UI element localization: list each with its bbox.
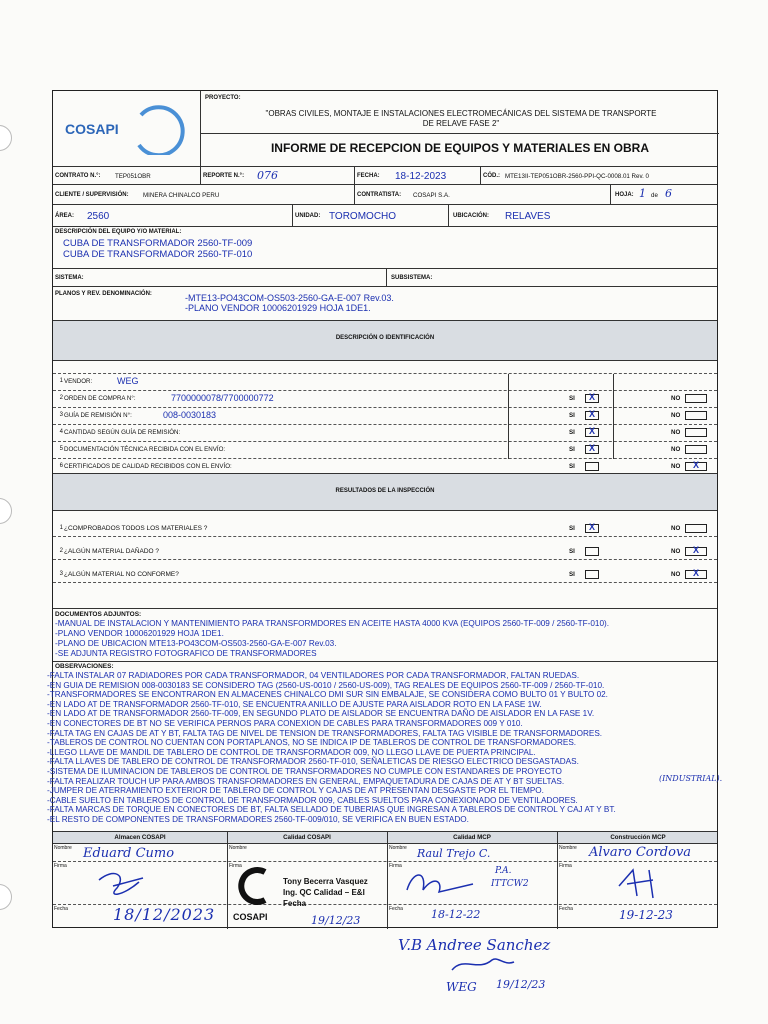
no-label: NO (671, 548, 681, 555)
weg-date: 19/12/23 (496, 978, 546, 991)
observation-line: -FALTA TAG EN CAJAS DE AT Y BT, FALTA TAG DE NIVEL DE TENSION DE TRANSFORMADORES, FALTA TAG VISIBLE DE TRANSFORMADORES. (47, 728, 603, 738)
sig-header-calidad-mcp: Calidad MCP (453, 834, 491, 841)
item-row (53, 408, 717, 425)
mcp-name: Raul Trejo C. (417, 847, 491, 860)
observation-line: -CABLE SUELTO EN TABLEROS DE CONTROL DE TRANSFORMADOR 009, CABLES SUELTOS PARA CONEXIONADO DE VENTILADORES. (47, 795, 578, 805)
project-name (205, 109, 717, 129)
item-number: 2 (59, 395, 63, 401)
observation-line: -JUMPER DE ATERRAMIENTO EXTERIOR DE TABLERO DE CONTROL Y CAJAS DE AT PRESENTAN DESGASTE POR EL TIEMPO. (47, 786, 544, 796)
item-label: VENDOR: (64, 378, 93, 385)
item-row (53, 374, 717, 391)
si-label: SI (569, 571, 575, 578)
sig-header-construccion: Construcción MCP (610, 834, 666, 841)
desc-values (63, 238, 252, 260)
desc-band-title: DESCRIPCIÓN O IDENTIFICACIÓN (335, 335, 435, 341)
proyecto-label: PROYECTO: (205, 95, 241, 101)
items-list (53, 361, 717, 470)
no-label: NO (671, 395, 681, 402)
weg-note: WEG (446, 980, 477, 994)
stamp-arc-icon (235, 866, 275, 906)
calidad-stamp (283, 876, 368, 909)
result-row (53, 563, 717, 583)
handwritten-note: (INDUSTRIAL). (659, 774, 723, 783)
sig-header-almacen: Almacen COSAPI (114, 834, 166, 841)
mcp-note-2: ITTCW2 (491, 879, 529, 889)
no-check-mark: X (693, 568, 700, 578)
result-row (53, 540, 717, 560)
area-row (53, 205, 717, 227)
no-label: NO (671, 412, 681, 419)
sistema-row (53, 269, 717, 287)
desc-label: DESCRIPCIÓN DEL EQUIPO Y/O MATERIAL: (55, 229, 182, 235)
fecha-sig-label: Fecha (389, 906, 403, 912)
cosapi-logo: COSAPI (65, 121, 119, 137)
nombre-label: Nombre (389, 845, 407, 851)
contrato-label: CONTRATO N.°: (55, 173, 101, 179)
fecha-sig-label: Fecha (559, 906, 573, 912)
header (53, 91, 717, 167)
fecha-sig-label: Fecha (54, 906, 68, 912)
no-label: NO (671, 463, 681, 470)
documents-section (53, 608, 717, 662)
results-list (53, 511, 717, 589)
stamp-logo: COSAPI (233, 912, 268, 922)
obs-label: OBSERVACIONES: (55, 663, 114, 670)
no-checkbox (685, 394, 707, 403)
item-row (53, 391, 717, 408)
stamp-fecha: Fecha (283, 899, 307, 908)
mcp-date: 18-12-22 (431, 908, 481, 921)
si-checkbox (585, 570, 599, 579)
project-line-2: DE RELAVE FASE 2" (422, 119, 500, 128)
no-label: NO (671, 429, 681, 436)
si-check-mark: X (589, 443, 596, 453)
reporte-label: REPORTE N.°: (203, 173, 245, 179)
desc-line-1: CUBA DE TRANSFORMADOR 2560-TF-009 (63, 238, 253, 249)
firma-label: Firma (559, 863, 572, 869)
nombre-label: Nombre (559, 845, 577, 851)
item-value: 7700000078/7700000772 (171, 393, 274, 403)
contratista-value: COSAPI S.A. (413, 192, 450, 199)
result-number: 1 (59, 525, 63, 531)
signatures (53, 832, 717, 929)
cod-label: CÓD.: (483, 173, 500, 179)
results-band (53, 473, 717, 511)
mcp-signature (403, 866, 483, 902)
plano-line-1: -MTE13-PO43COM-OS503-2560-GA-E-007 Rev.03. (185, 293, 394, 303)
si-label: SI (569, 548, 575, 555)
si-label: SI (569, 463, 575, 470)
si-checkbox (585, 462, 599, 471)
item-number: 5 (59, 446, 63, 452)
observation-line: -TABLEROS DE CONTROL NO CUENTAN CON PORTAPLANOS, NO SE INDICA IP DE TABLEROS DE CONTROL DE TRANSFORMADORES. (47, 738, 577, 748)
si-check-mark: X (589, 522, 596, 532)
mcp-note-1: P.A. (495, 866, 512, 876)
si-label: SI (569, 429, 575, 436)
unidad-value: TOROMOCHO (329, 211, 397, 222)
no-label: NO (671, 571, 681, 578)
planos-row (53, 287, 717, 321)
result-label: ¿ALGÚN MATERIAL NO CONFORME? (64, 571, 179, 578)
construccion-signature (613, 866, 673, 902)
planos-values (185, 293, 394, 313)
client-row (53, 185, 717, 205)
item-label: GUÍA DE REMISIÓN N°: (64, 412, 132, 419)
item-number: 4 (59, 429, 63, 435)
firma-label: Firma (389, 863, 402, 869)
observation-line: -FALTA LLAVES DE TABLERO DE CONTROL DE TRANSFORMADOR 2560-TF-010, SEÑALETICAS DE RIESGO ELECTRICO DESGASTADAS. (47, 757, 579, 767)
nombre-label: Nombre (229, 845, 247, 851)
observations-section (47, 662, 723, 832)
cliente-value: MINERA CHINALCO PERU (143, 192, 220, 199)
weg-signature (448, 952, 518, 978)
item-label: ORDEN DE COMPRA N°: (64, 395, 136, 402)
observation-line: -LLEGO LLAVE DE MANDIL DE TABLERO DE CONTROL DE TRANSFORMADOR 009, NO LLEGO LLAVE DE PUERTA PRINCIPAL. (47, 747, 536, 757)
nombre-label: Nombre (54, 845, 72, 851)
item-number: 6 (59, 463, 63, 469)
almacen-signature (93, 866, 153, 902)
no-checkbox (685, 524, 707, 533)
desc-line-2: CUBA DE TRANSFORMADOR 2560-TF-010 (63, 249, 253, 260)
item-value: 008-0030183 (163, 410, 217, 420)
observation-line: -EL RESTO DE COMPONENTES DE TRANSFORMADORES 2560-TF-009/010, SE VERIFICA EN BUEN ESTADO. (47, 814, 469, 824)
si-check-mark: X (589, 426, 596, 436)
description-row (53, 227, 717, 269)
si-label: SI (569, 525, 575, 532)
observation-line: -FALTA REALIZAR TOUCH UP PARA AMBOS TRANSFORMADORES EN GENERAL, EMPAQUETADURA DE CAJAS DE AT Y BT SUELTAS. (47, 776, 565, 786)
cod-value: MTE13II-TEP051OBR-2560-PPI-QC-0008.01 Rev. 0 (505, 173, 649, 180)
reception-form (47, 90, 723, 928)
si-label: SI (569, 412, 575, 419)
punch-hole (0, 125, 12, 151)
logo-cell (53, 91, 201, 166)
form-title: INFORME DE RECEPCION DE EQUIPOS Y MATERIALES EN OBRA (270, 141, 650, 155)
item-label: CANTIDAD SEGÚN GUÍA DE REMISIÓN: (64, 429, 181, 436)
calidad-date: 19/12/23 (311, 914, 361, 927)
observation-line: -EN CONECTORES DE BT NO SE VERIFICA PERNOS PARA CONEXION DE CABLES PARA TRANSFORMADORES 009 Y 010. (47, 718, 523, 728)
no-checkbox (685, 428, 707, 437)
area-label: ÁREA: (55, 213, 74, 219)
item-label: DOCUMENTACIÓN TÉCNICA RECIBIDA CON EL ENVÍO: (64, 446, 226, 453)
item-label: CERTIFICADOS DE CALIDAD RECIBIDOS CON EL ENVÍO: (64, 463, 232, 470)
area-value: 2560 (87, 211, 110, 222)
stamp-name: Tony Becerra Vasquez (283, 877, 368, 886)
hoja-total: 6 (665, 187, 672, 200)
item-value: WEG (117, 376, 139, 386)
sistema-label: SISTEMA: (55, 275, 84, 281)
no-checkbox (685, 445, 707, 454)
contract-row (53, 167, 717, 185)
no-label: NO (671, 525, 681, 532)
observation-line: -FALTA MARCAS DE TORQUE EN CONECTORES DE BT, FALTA SELLADO DE TUBERIAS QUE INGRESAN A TABLEROS DE CONTROL Y CAJ AT Y BT. (47, 805, 616, 815)
description-band (53, 321, 717, 361)
unidad-label: UNIDAD: (295, 213, 321, 219)
punch-hole (0, 498, 12, 524)
fecha-value: 18-12-2023 (395, 171, 447, 182)
doc-line: -MANUAL DE INSTALACION Y MANTENIMIENTO PARA TRANSFORMDORES EN ACEITE HASTA 4000 KVA (EQUIPOS 2560-TF-009 / 2560-TF-010). (55, 619, 610, 628)
observation-line: -FALTA INSTALAR 07 RADIADORES POR CADA TRANSFORMADOR, 04 VENTILADORES POR CADA TRANSFORMADOR, FALTAN RUEDAS. (47, 671, 580, 680)
construccion-name: Alvaro Cordova (589, 845, 692, 860)
no-checkbox (685, 411, 707, 420)
item-row (53, 425, 717, 442)
sig-header-calidad-cosapi: Calidad COSAPI (283, 834, 331, 841)
cosapi-arc-icon (131, 105, 187, 155)
item-number: 3 (59, 412, 63, 418)
de-label: de (651, 192, 658, 199)
observation-line: -TRANSFORMADORES SE ENCONTRARON EN ALMACENES CHINALCO DMI SUR SIN EMBALAJE, SE CONSIDERA COMO BULTO 01 Y BULTO 02. (47, 690, 608, 700)
results-band-title: RESULTADOS DE LA INSPECCIÓN (335, 488, 435, 494)
si-check-mark: X (589, 409, 596, 419)
cliente-label: CLIENTE / SUPERVISIÓN: (55, 192, 129, 198)
si-label: SI (569, 446, 575, 453)
no-label: NO (671, 446, 681, 453)
subsistema-label: SUBSISTEMA: (391, 275, 433, 281)
observation-line: -EN LADO AT DE TRANSFORMADOR 2560-TF-009, EN SEGUNDO PLATO DE AISLADOR SE ENCUENTRA DAÑO DE AISLADOR EN LA FASE 1V. (47, 709, 595, 719)
si-label: SI (569, 395, 575, 402)
plano-line-2: -PLANO VENDOR 10006201929 HOJA 1DE1. (185, 303, 371, 313)
item-number: 1 (59, 378, 63, 384)
firma-label: Firma (54, 863, 67, 869)
contratista-label: CONTRATISTA: (357, 192, 402, 198)
doc-line: -SE ADJUNTA REGISTRO FOTOGRAFICO DE TRANSFORMADORES (55, 649, 317, 658)
almacen-date: 18/12/2023 (113, 905, 216, 924)
ubicacion-label: UBICACIÓN: (453, 213, 489, 219)
observation-line: -EN GUIA DE REMISION 008-0030183 SE CONSIDERO TAG (2560-US-0010 / 2560-US-009), TAG REALES DE EQUIPOS 2560-TF-009 / 2560-TF-010. (47, 680, 605, 690)
reporte-value: 076 (257, 169, 278, 182)
construccion-date: 19-12-23 (619, 908, 673, 922)
observation-line: -SISTEMA DE ILUMINACION DE TABLEROS DE CONTROL DE TRANSFORMADORES NO CUMPLE CON ESTANDARES DE PROYECTO (47, 766, 562, 776)
ubicacion-value: RELAVES (505, 211, 551, 222)
result-number: 3 (59, 571, 63, 577)
no-check-mark: X (693, 545, 700, 555)
contrato-value: TEP051OBR (115, 173, 151, 180)
si-check-mark: X (589, 392, 596, 402)
stamp-role: Ing. QC Calidad – E&I (283, 888, 365, 897)
fecha-label: FECHA: (357, 173, 380, 179)
result-row (53, 517, 717, 537)
obs-lines (47, 671, 723, 825)
result-label: ¿COMPROBADOS TODOS LOS MATERIALES ? (64, 525, 208, 532)
vb-note: V.B Andree Sanchez (398, 936, 551, 954)
doc-line: -PLANO VENDOR 10006201929 HOJA 1DE1. (55, 629, 224, 638)
observation-line: -EN LADO AT DE TRANSFORMADOR 2560-TF-010, SE ENCUENTRA ANILLO DE AJUSTE PARA AISLADOR ROTO EN LA FASE 1W. (47, 699, 542, 709)
result-label: ¿ALGÚN MATERIAL DAÑADO ? (64, 548, 159, 555)
hoja-label: HOJA: (615, 192, 634, 198)
firma-label: Firma (229, 863, 242, 869)
si-checkbox (585, 547, 599, 556)
almacen-name: Eduard Cumo (83, 846, 175, 861)
hoja-value: 1 (639, 187, 646, 200)
docs-label: DOCUMENTOS ADJUNTOS: (55, 611, 142, 618)
no-check-mark: X (693, 460, 700, 470)
planos-label: PLANOS Y REV. DENOMINACIÓN: (55, 291, 152, 297)
doc-line: -PLANO DE UBICACION MTE13-PO43COM-OS503-2560-GA-E-007 Rev.03. (55, 639, 337, 648)
result-number: 2 (59, 548, 63, 554)
project-line-1: "OBRAS CIVILES, MONTAJE E INSTALACIONES ELECTROMECÁNICAS DEL SISTEMA DE TRANSPORTE (265, 109, 657, 118)
punch-hole (0, 884, 12, 910)
docs-lines (55, 619, 609, 659)
item-row (53, 442, 717, 459)
